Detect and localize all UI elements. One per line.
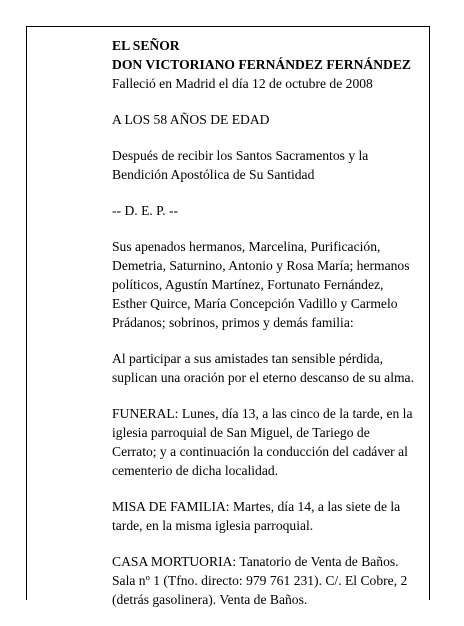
rip-block [112, 201, 422, 220]
funeral-block [112, 404, 422, 480]
age-block [112, 110, 422, 129]
request-line: suplican una oración por el eterno descanso de su alma. [112, 370, 414, 385]
family-line: Sus apenados hermanos, Marcelina, Purificación, [112, 239, 381, 254]
funeral-line: FUNERAL: Lunes, día 13, a las cinco de la tarde, en la [112, 406, 413, 421]
mass-line: tarde, en la misma iglesia parroquial. [112, 518, 314, 533]
request-block [112, 349, 422, 387]
sacraments-block [112, 146, 422, 184]
family-line: Demetria, Saturnino, Antonio y Rosa María; hermanos [112, 258, 410, 273]
family-line: Prádanos; sobrinos, primos y demás familia: [112, 315, 354, 330]
mortuary-line: CASA MORTUORIA: Tanatorio de Venta de Baños. [112, 554, 399, 569]
mortuary-block [112, 552, 422, 609]
mortuary-line: Sala nº 1 (Tfno. directo: 979 761 231). C/. El Cobre, 2 [112, 573, 408, 588]
death-note: Falleció en Madrid el día 12 de octubre de 2008 [112, 76, 373, 91]
header-block [112, 36, 422, 93]
funeral-line: iglesia parroquial de San Miguel, de Tariego de [112, 425, 370, 440]
age: A LOS 58 AÑOS DE EDAD [112, 112, 270, 127]
sacraments-line: Bendición Apostólica de Su Santidad [112, 167, 315, 182]
family-block [112, 237, 422, 332]
rip: -- D. E. P. -- [112, 203, 179, 218]
mass-line: MISA DE FAMILIA: Martes, día 14, a las siete de la [112, 499, 401, 514]
deceased-name: DON VICTORIANO FERNÁNDEZ FERNÁNDEZ [112, 57, 411, 72]
title: EL SEÑOR [112, 38, 180, 53]
funeral-line: Cerrato; y a continuación la conducción del cadáver al [112, 444, 408, 459]
family-line: políticos, Agustín Martínez, Fortunato Fernández, [112, 277, 384, 292]
request-line: Al participar a sus amistades tan sensible pérdida, [112, 351, 384, 366]
mass-block [112, 497, 422, 535]
family-line: Esther Quirce, María Concepción Vadillo y Carmelo [112, 296, 398, 311]
mortuary-line: (detrás gasolinera). Venta de Baños. [112, 592, 308, 607]
sacraments-line: Después de recibir los Santos Sacramentos y la [112, 148, 369, 163]
obituary-text [112, 36, 422, 626]
funeral-line: cementerio de dicha localidad. [112, 463, 279, 478]
